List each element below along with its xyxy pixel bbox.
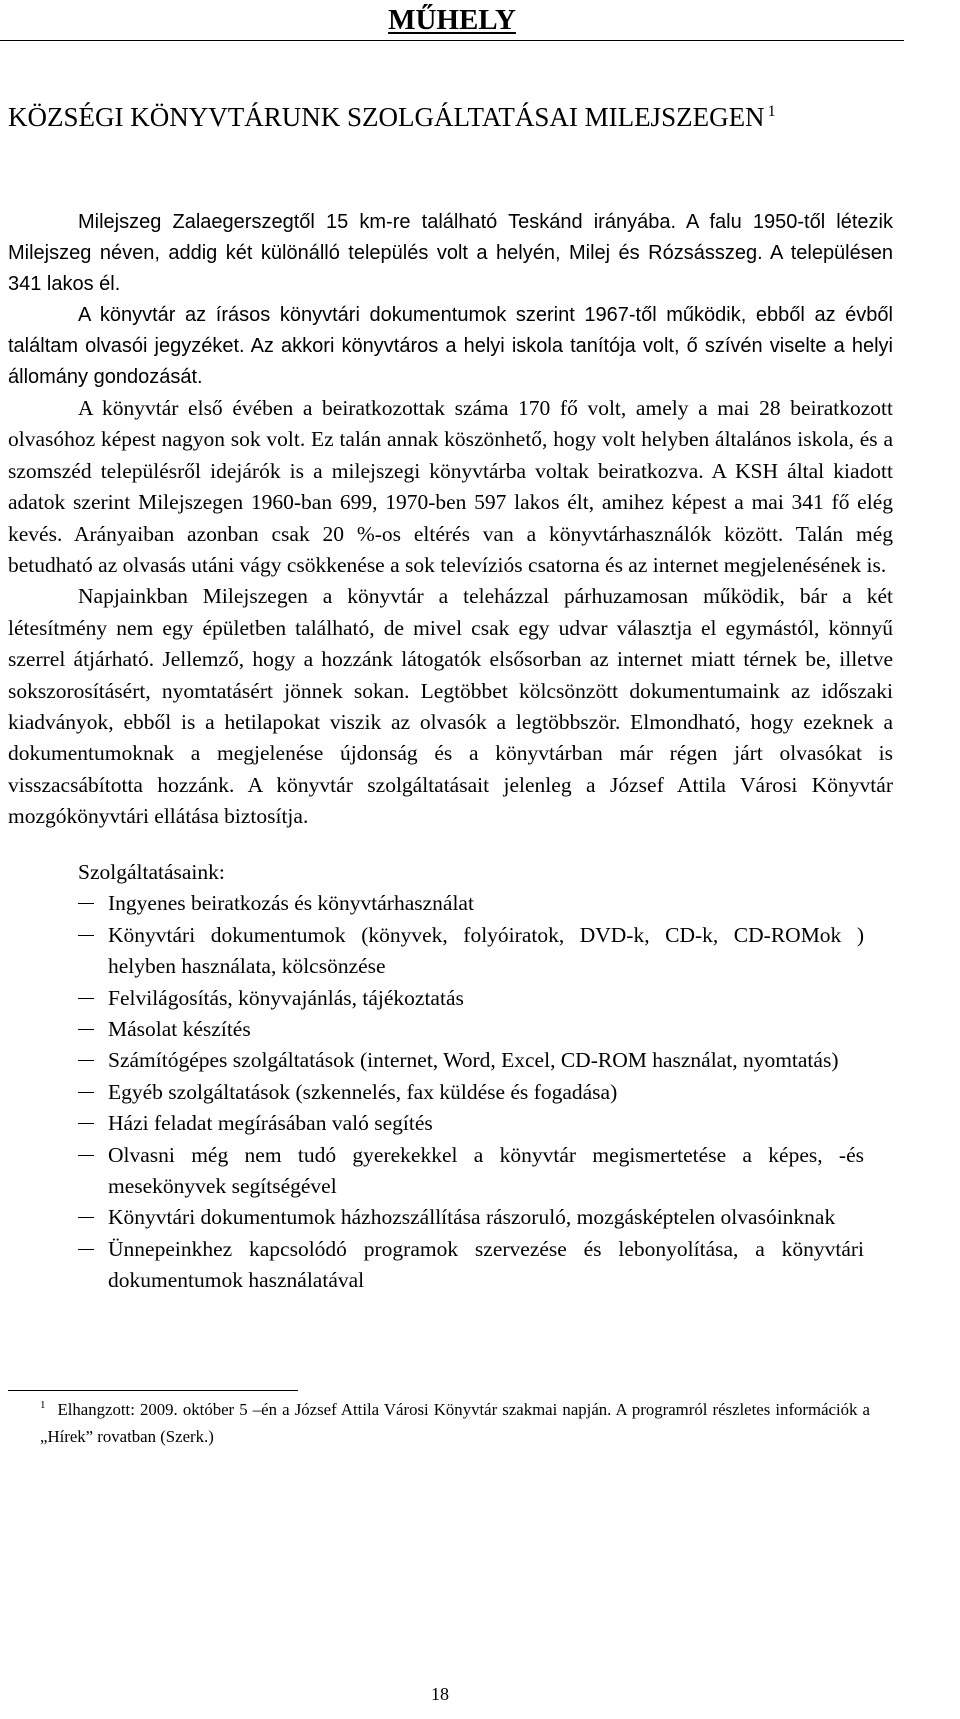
dash-bullet-icon — [78, 1249, 94, 1250]
list-item-text: Olvasni még nem tudó gyerekekkel a könyvtár megismertetése a képes, -és mesekönyvek segítségével — [108, 1142, 864, 1199]
dash-bullet-icon — [78, 1029, 94, 1030]
dash-bullet-icon — [78, 903, 94, 904]
header-rule — [0, 40, 904, 41]
dash-bullet-icon — [78, 1217, 94, 1218]
list-item — [78, 1014, 864, 1045]
list-item-text: Egyéb szolgáltatások (szkennelés, fax küldése és fogadása) — [108, 1079, 618, 1104]
list-item — [78, 1077, 864, 1108]
footnote-text: Elhangzott: 2009. október 5 –én a József Attila Városi Könyvtár szakmai napján. A programról részletes információk a „Hírek” rovatban (Szerk.) — [40, 1400, 870, 1446]
list-item — [78, 1202, 864, 1233]
paragraph-history: A könyvtár az írásos könyvtári dokumentumok szerint 1967-től működik, ebből az évből találtam olvasói jegyzéket. Az akkori könyvtáros a helyi iskola tanítója volt, ő szívén viselte a helyi állomány gondozását. — [8, 304, 893, 388]
dash-bullet-icon — [78, 998, 94, 999]
list-item-text: Felvilágosítás, könyvajánlás, tájékoztatás — [108, 985, 464, 1010]
section-header — [0, 0, 904, 38]
list-item — [78, 1234, 864, 1297]
footnote — [40, 1397, 870, 1450]
list-item-text: Könyvtári dokumentumok házhozszállítása rászoruló, mozgásképtelen olvasóinknak — [108, 1205, 836, 1230]
list-item — [78, 920, 864, 983]
paragraph-present: Napjainkban Milejszegen a könyvtár a teleházzal párhuzamosan működik, bár a két létesítmény nem egy épületben található, de mivel csak egy udvar választja el egymástól, könnyű szerrel átjárható. Jellemző, hogy a hozzánk látogatók elsősorban az internet miatt térnek be, illetve sokszorosításért, nyomtatásért jönnek sokan. Legtöbbet kölcsönzött dokumentumaink az időszaki kiadványok, ebből is a hetilapokat viszik az olvasók a legtöbbször. Elmondható, hogy ezeknek a dokumentumoknak a megjelenése újdonság és a könyvtárban már régen járt olvasókat is visszacsábította hozzánk. A könyvtár szolgáltatásait jelenleg a József Attila Városi Könyvtár mozgókönyvtári ellátása biztosítja. — [8, 584, 893, 829]
paragraph-intro: Milejszeg Zalaegerszegtől 15 km-re található Teskánd irányába. A falu 1950-től létezik Milejszeg néven, addig két különálló település volt a helyén, Milej és Rózsásszeg. A településen 341 lakos él. — [8, 211, 893, 295]
footnote-reference[interactable]: 1 — [767, 103, 776, 120]
footnote-rule — [8, 1390, 298, 1391]
dash-bullet-icon — [78, 1092, 94, 1093]
services-title: Szolgáltatásaink: — [78, 860, 225, 884]
list-item — [78, 1045, 864, 1076]
list-item — [78, 1140, 864, 1203]
footnote-marker: 1 — [40, 1399, 46, 1412]
list-item-text: Ingyenes beiratkozás és könyvtárhasználat — [108, 891, 474, 916]
services-list — [78, 888, 864, 1296]
section-title: MŰHELY — [388, 4, 516, 36]
dash-bullet-icon — [78, 1155, 94, 1156]
dash-bullet-icon — [78, 1060, 94, 1061]
dash-bullet-icon — [78, 935, 94, 936]
list-item-text: Ünnepeinkhez kapcsolódó programok szervezése és lebonyolítása, a könyvtári dokumentumok használatával — [108, 1236, 864, 1293]
article-body — [8, 207, 893, 833]
list-item — [78, 1108, 864, 1139]
list-item-text: Házi feladat megírásában való segítés — [108, 1111, 433, 1136]
page-number: 18 — [431, 1684, 449, 1704]
article-title-text: KÖZSÉGI KÖNYVTÁRUNK SZOLGÁLTATÁSAI MILEJSZEGEN — [8, 102, 765, 132]
services-section — [78, 857, 864, 1297]
list-item — [78, 888, 864, 919]
list-item-text: Könyvtári dokumentumok (könyvek, folyóiratok, DVD-k, CD-k, CD-ROMok ) helyben használata, kölcsönzése — [108, 922, 864, 979]
article-title — [8, 100, 903, 134]
list-item-text: Másolat készítés — [108, 1017, 251, 1042]
dash-bullet-icon — [78, 1123, 94, 1124]
list-item — [78, 983, 864, 1014]
paragraph-statistics: A könyvtár első évében a beiratkozottak száma 170 fő volt, amely a mai 28 beiratkozott olvasóhoz képest nagyon sok volt. Ez talán annak köszönhető, hogy volt helyben általános iskola, és a szomszéd településről idejárók is a milejszegi könyvtárba voltak beiratkozva. A KSH által kiadott adatok szerint Milejszegen 1960-ban 699, 1970-ben 597 lakos élt, amihez képest a mai 341 fő elég kevés. Arányaiban azonban csak 20 %-os eltérés van a könyvtárhasználók között. Talán még betudható az olvasás utáni vágy csökkenése a sok televíziós csatorna és az internet megjelenésének is. — [8, 396, 893, 578]
list-item-text: Számítógépes szolgáltatások (internet, Word, Excel, CD-ROM használat, nyomtatás) — [108, 1048, 839, 1073]
